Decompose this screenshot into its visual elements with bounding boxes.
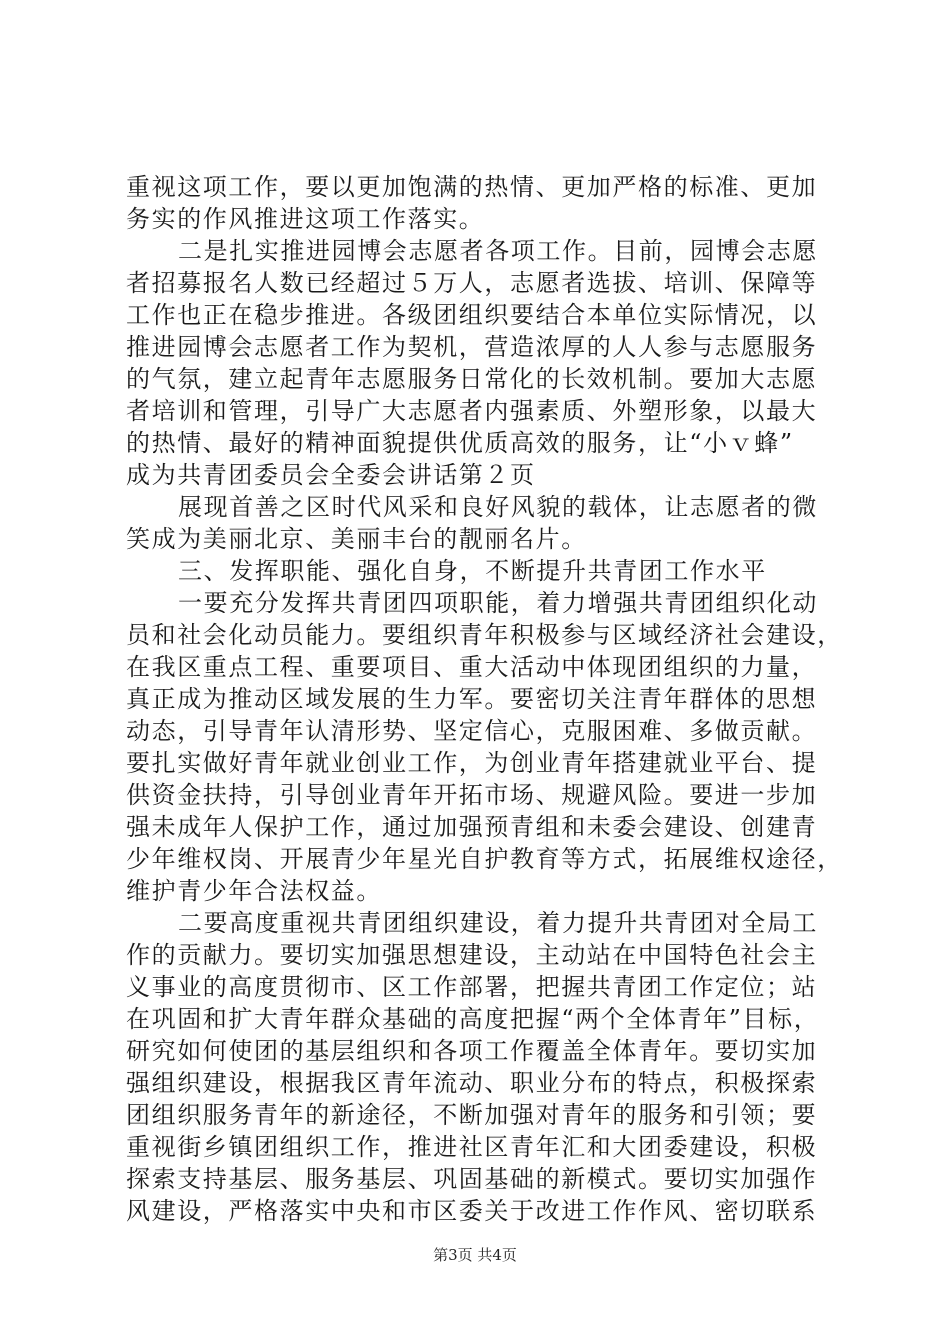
page-footer: 第3页 共4页 xyxy=(433,1246,517,1264)
text-line: 的气氛，建立起青年志愿服务日常化的长效机制。要加大志愿 xyxy=(126,365,818,393)
text-line: 成为共青团委员会全委会讲话第２页 xyxy=(126,461,536,489)
text-line: 笑成为美丽北京、美丽丰台的靓丽名片。 xyxy=(126,525,587,553)
text-line: 供资金扶持，引导创业青年开拓市场、规避风险。要进一步加 xyxy=(126,781,818,809)
text-line: 强未成年人保护工作，通过加强预青组和未委会建设、创建青 xyxy=(126,813,818,841)
text-line: 义事业的高度贯彻市、区工作部署，把握共青团工作定位；站 xyxy=(126,973,818,1001)
document-body xyxy=(126,171,843,1227)
text-line: 探索支持基层、服务基层、巩固基础的新模式。要切实加强作 xyxy=(126,1165,818,1193)
text-line: 重视这项工作，要以更加饱满的热情、更加严格的标准、更加 xyxy=(126,173,818,201)
text-line: 重视街乡镇团组织工作，推进社区青年汇和大团委建设，积极 xyxy=(126,1133,818,1161)
text-line: 要扎实做好青年就业创业工作，为创业青年搭建就业平台、提 xyxy=(126,749,818,777)
text-line: 在巩固和扩大青年群众基础的高度把握“两个全体青年”目标， xyxy=(126,1005,820,1033)
text-line: 维护青少年合法权益。 xyxy=(126,877,382,905)
text-line: 者招募报名人数已经超过５万人，志愿者选拔、培训、保障等 xyxy=(126,269,818,297)
text-line: 的热情、最好的精神面貌提供优质高效的服务，让“小ｖ蜂” xyxy=(126,429,794,457)
text-line: 三、发挥职能、强化自身，不断提升共青团工作水平 xyxy=(178,557,767,585)
text-line: 研究如何使团的基层组织和各项工作覆盖全体青年。要切实加 xyxy=(126,1037,818,1065)
text-line: 推进园博会志愿者工作为契机，营造浓厚的人人参与志愿服务 xyxy=(126,333,818,361)
text-line: 动态，引导青年认清形势、坚定信心，克服困难、多做贡献。 xyxy=(126,717,818,745)
text-line: 务实的作风推进这项工作落实。 xyxy=(126,205,485,233)
text-line: 展现首善之区时代风采和良好风貌的载体，让志愿者的微 xyxy=(178,493,818,521)
text-line: 一要充分发挥共青团四项职能，着力增强共青团组织化动 xyxy=(178,589,818,617)
text-line: 少年维权岗、开展青少年星光自护教育等方式，拓展维权途径， xyxy=(126,845,843,873)
text-line: 员和社会化动员能力。要组织青年积极参与区域经济社会建设， xyxy=(126,621,843,649)
text-line: 二是扎实推进园博会志愿者各项工作。目前，园博会志愿 xyxy=(178,237,818,265)
text-line: 强组织建设，根据我区青年流动、职业分布的特点，积极探索 xyxy=(126,1069,818,1097)
text-line: 风建设，严格落实中央和市区委关于改进工作作风、密切联系 xyxy=(126,1197,818,1225)
text-line: 作的贡献力。要切实加强思想建设，主动站在中国特色社会主 xyxy=(126,941,818,969)
text-line: 团组织服务青年的新途径，不断加强对青年的服务和引领；要 xyxy=(126,1101,818,1129)
text-line: 在我区重点工程、重要项目、重大活动中体现团组织的力量， xyxy=(126,653,818,681)
text-line: 二要高度重视共青团组织建设，着力提升共青团对全局工 xyxy=(178,909,818,937)
text-line: 工作也正在稳步推进。各级团组织要结合本单位实际情况，以 xyxy=(126,301,818,329)
text-line: 者培训和管理，引导广大志愿者内强素质、外塑形象，以最大 xyxy=(126,397,818,425)
text-line: 真正成为推动区域发展的生力军。要密切关注青年群体的思想 xyxy=(126,685,818,713)
